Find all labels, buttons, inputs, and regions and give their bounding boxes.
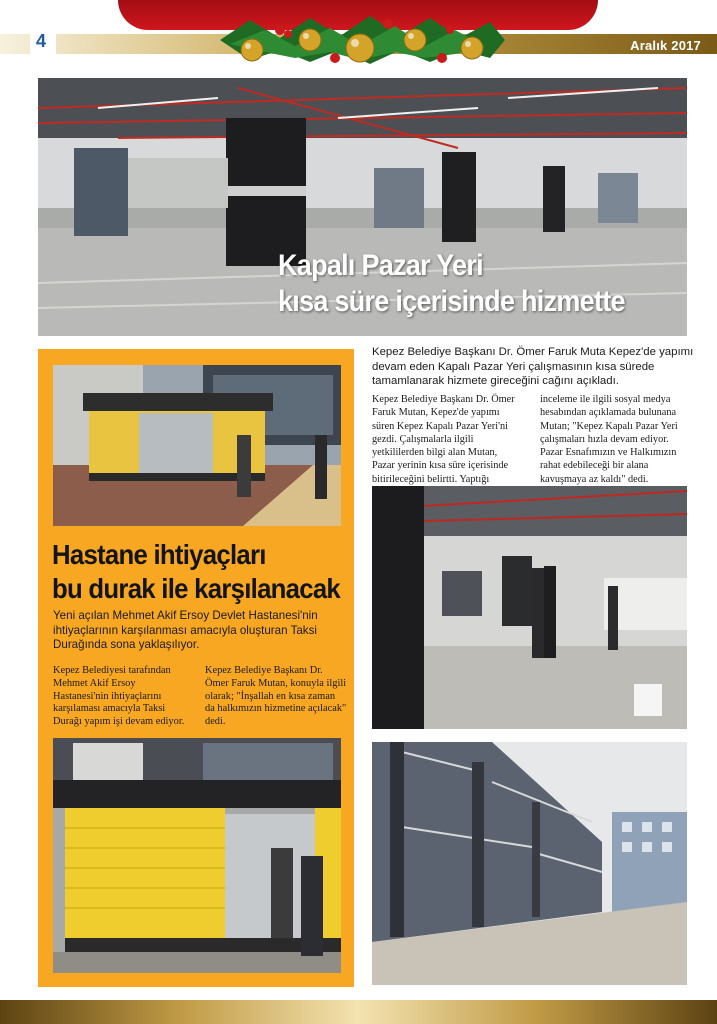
article2-title-line1: Hastane ihtiyaçları: [52, 539, 266, 570]
article1-lead: Kepez Belediye Başkanı Dr. Ömer Faruk Muta Kepez'de yapımı devam eden Kapalı Pazar Yeri çalışmasının kısa sürede tamamlanarak hizmete gireceğini cağını açıkladı.: [372, 346, 694, 387]
article1-column-1: Kepez Belediye Başkanı Dr. Ömer Faruk Mutan, Kepez'de yapımı süren Kepez Kapalı Pazar Yeri'ni gezdi. Çalışmalarla ilgili yetkililerden bilgi alan Mutan, Pazar yerinin kısa süre içerisinde bitirileceğini belirtti. Yaptığı: [372, 394, 515, 485]
page-number: 4: [36, 31, 47, 51]
article2-title-line2: bu durak ile karşılanacak: [52, 573, 341, 604]
taxi-stand-photo-2: [53, 738, 341, 973]
article2-column-2: Kepez Belediye Başkanı Dr. Ömer Faruk Mutan, konuyla ilgili olarak; "İnşallah en kısa zaman da halkımızın hizmetine açılacak" dedi.: [205, 665, 347, 728]
market-hall-exterior-photo: [372, 742, 687, 985]
taxi-stand-photo-1: [53, 365, 341, 526]
christmas-garland-icon: [210, 0, 510, 80]
article2-title: [52, 538, 346, 606]
market-hall-visit-photo: [372, 486, 687, 729]
article2-column-1: Kepez Belediyesi tarafından Mehmet Akif Ersoy Hastanesi'nin ihtiyaçlarını karşılaması amacıyla Taksi Durağı yapım işi devam ediyor.: [53, 665, 185, 728]
article1-column-2: inceleme ile ilgili sosyal medya hesabından açıklamada bulunana Mutan; "Kepez Kapalı Pazar Yeri çalışmaları hızla devam ediyor. Pazar Esnafımızın ve Halkımızın rahat edebileceği bir alana kavuşmaya az kaldı" dedi.: [540, 394, 678, 485]
article1-title: [278, 248, 656, 320]
article1-title-line1: Kapalı Pazar Yeri: [278, 249, 483, 282]
footer-gold-band: [0, 1000, 717, 1024]
article2-lead: Yeni açılan Mehmet Akif Ersoy Devlet Hastanesi'nin ihtiyaçlarının karşılanması amacıyla oluşturan Taksi Durağında sona yaklaşılıyor.: [53, 609, 318, 651]
issue-date: Aralık 2017: [630, 38, 701, 53]
article1-title-line2: kısa süre içerisinde hizmette: [278, 285, 625, 318]
